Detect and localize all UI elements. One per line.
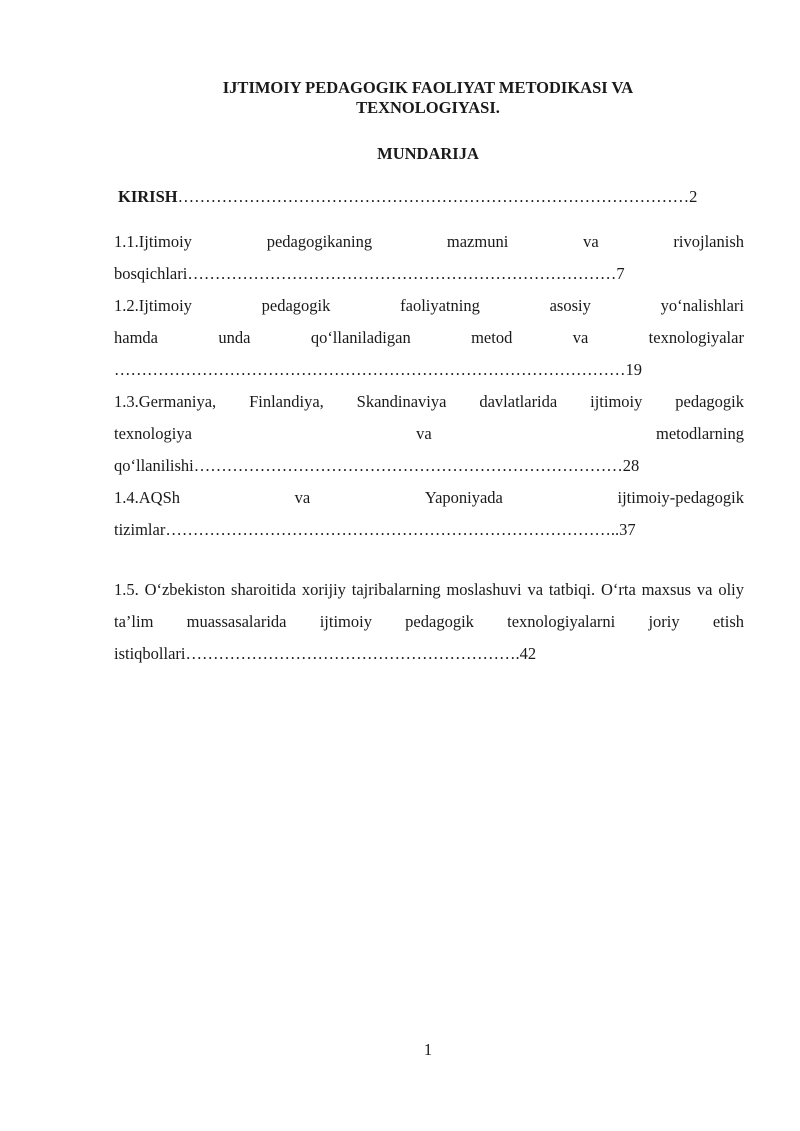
toc-word: 1.3.Germaniya,	[114, 392, 217, 411]
toc-word: Finlandiya,	[249, 392, 324, 411]
toc-heading: MUNDARIJA	[377, 144, 479, 163]
toc-word: va	[294, 488, 311, 507]
table-of-contents	[114, 180, 744, 670]
toc-entry-line	[114, 258, 744, 290]
toc-entry-1-2	[114, 290, 744, 386]
toc-entry-label: KIRISH	[118, 187, 178, 206]
document-title	[150, 78, 706, 118]
toc-word: qo‘llaniladigan	[310, 328, 411, 347]
toc-page-number: 2	[689, 187, 698, 206]
toc-entry-line	[114, 386, 744, 418]
toc-entry-line	[114, 322, 744, 354]
toc-leader-dots: ………………………………………………………………………..	[165, 520, 620, 539]
toc-entry-kirish	[114, 180, 744, 214]
toc-word: 1.1.Ijtimoiy	[114, 232, 192, 251]
title-line-2: TEXNOLOGIYASI.	[356, 98, 500, 117]
toc-page-number: 42	[519, 644, 537, 663]
toc-word: ijtimoiy	[590, 392, 643, 411]
toc-entry-1-4	[114, 482, 744, 546]
toc-entry-text: qo‘llanilishi	[114, 456, 194, 475]
toc-word: ijtimoiy-pedagogik	[617, 488, 744, 507]
toc-word: mazmuni	[446, 232, 509, 251]
toc-entry-1-1	[114, 226, 744, 290]
toc-word: metodlarning	[656, 424, 744, 443]
toc-page-number: 7	[616, 264, 625, 283]
toc-word: va	[572, 328, 589, 347]
toc-entry-text: bosqichlari	[114, 264, 188, 283]
toc-word: pedagogik	[261, 296, 331, 315]
toc-leader-dots: ……………………………………………………………………	[187, 264, 617, 283]
toc-word: va	[583, 232, 599, 251]
toc-word: texnologiyalar	[648, 328, 744, 347]
toc-word: unda	[218, 328, 251, 347]
toc-entry-1-3	[114, 386, 744, 482]
toc-word: va	[416, 424, 432, 443]
toc-word: 1.4.AQSh	[114, 488, 181, 507]
toc-entry-line	[114, 514, 744, 546]
toc-entry-line	[114, 418, 744, 450]
toc-entry-text: 1.5. O‘zbekiston sharoitida xorijiy tajribalarning moslashuvi va tatbiqi. O‘rta maxsus va oliy ta’lim muassasalarida ijtimoiy pedagogik texnologiyalarni joriy etish istiqbollari	[114, 580, 744, 663]
toc-page-number: 19	[625, 360, 642, 379]
toc-word: texnologiya	[114, 424, 192, 443]
toc-entry-line	[114, 450, 744, 482]
toc-word: yo‘nalishlari	[660, 296, 744, 315]
toc-word: metod	[471, 328, 513, 347]
toc-word: faoliyatning	[400, 296, 480, 315]
toc-leader-dots: …………………………………………………………………………………	[114, 360, 626, 379]
toc-word: 1.2.Ijtimoiy	[114, 296, 192, 315]
toc-entry-line	[114, 226, 744, 258]
toc-entry-line	[114, 290, 744, 322]
title-line-1: IJTIMOIY PEDAGOGIK FAOLIYAT METODIKASI VA	[222, 78, 634, 97]
toc-entry-text: tizimlar	[114, 520, 166, 539]
toc-entry-1-5	[114, 574, 744, 670]
toc-entry-line	[114, 354, 744, 386]
toc-page-number: 28	[622, 456, 640, 475]
toc-word: Yaponiyada	[424, 488, 503, 507]
toc-word: pedagogikaning	[266, 232, 373, 251]
toc-word: rivojlanish	[673, 232, 744, 251]
toc-entry-line	[114, 482, 744, 514]
toc-word: asosiy	[549, 296, 591, 315]
toc-leader-dots: ……………………………………………………………………	[193, 456, 623, 475]
toc-word: Skandinaviya	[356, 392, 447, 411]
toc-word: pedagogik	[675, 392, 744, 411]
toc-word: davlatlarida	[479, 392, 558, 411]
page-number: 1	[423, 1040, 433, 1059]
toc-word: hamda	[114, 328, 158, 347]
toc-leader-dots: …………………………………………………….	[185, 644, 520, 663]
toc-leader-dots: …………………………………………………………………………………	[177, 187, 690, 206]
toc-page-number: 37	[619, 520, 636, 539]
